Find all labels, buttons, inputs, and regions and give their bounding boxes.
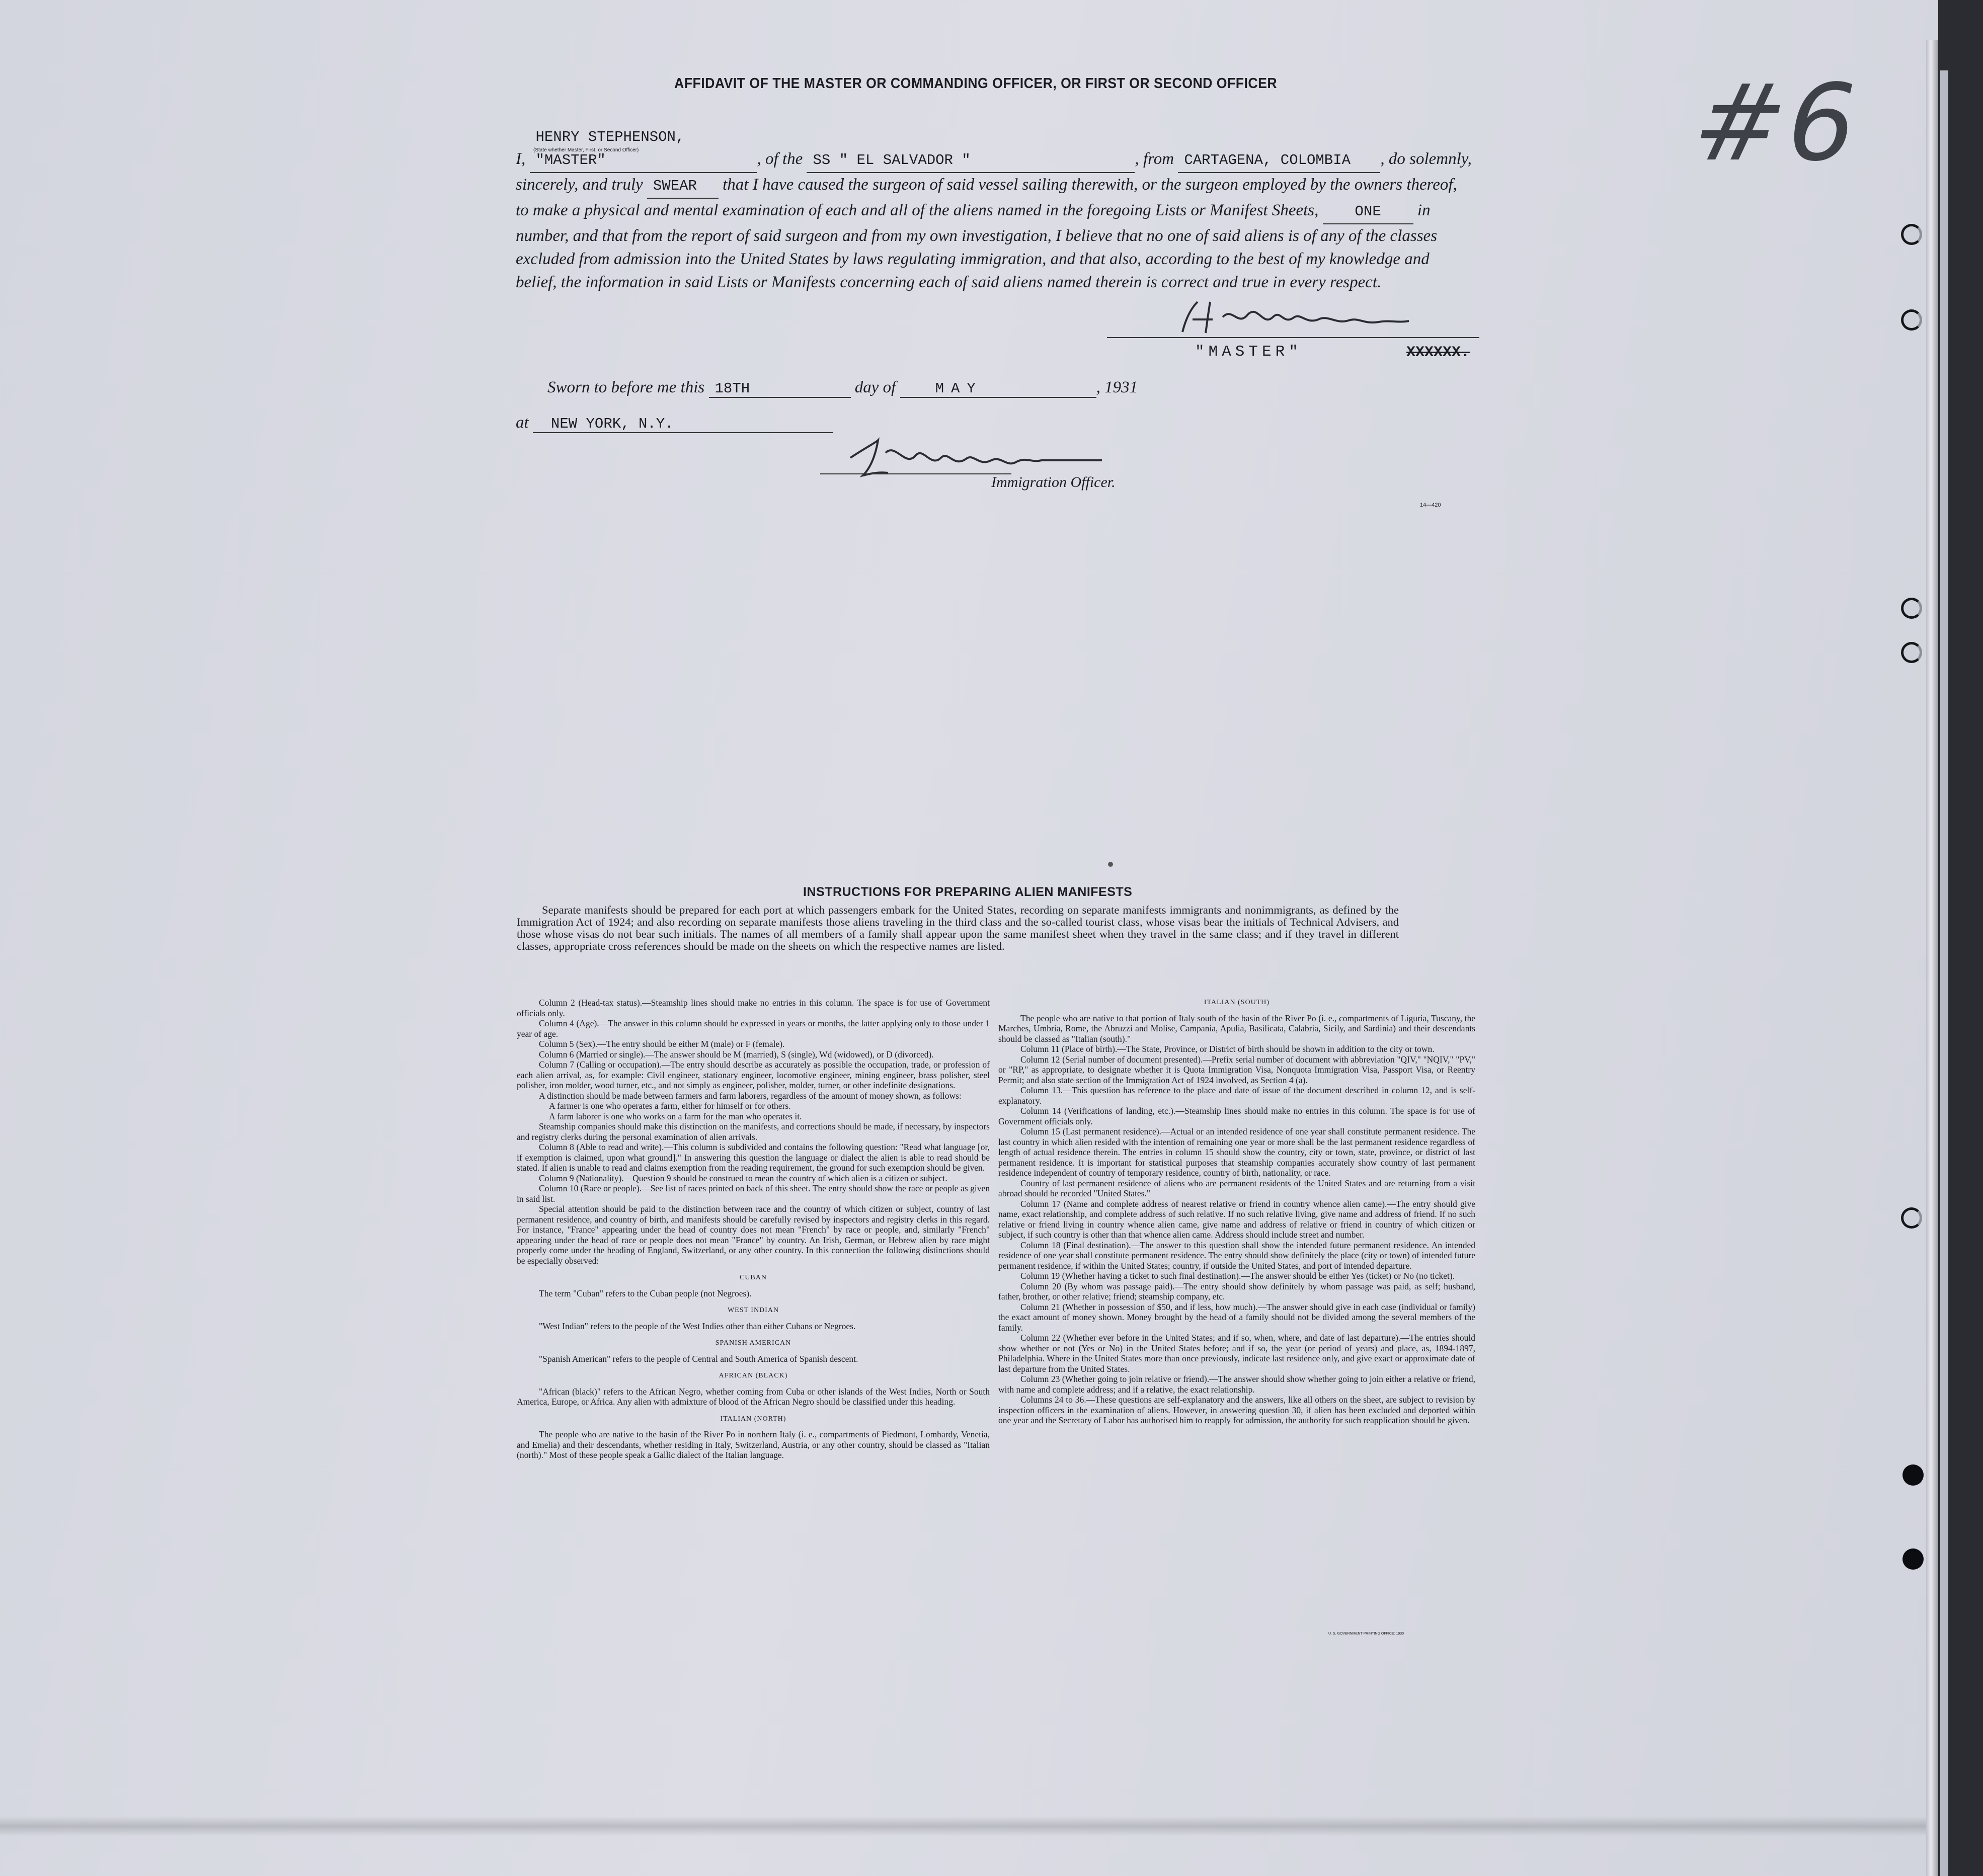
column-23-note: Column 23 (Whether going to join relative or friend).—The answer should show whether going to join either a relative or friend, with name and complete address; and if a relative, the exact relationship. bbox=[998, 1374, 1475, 1395]
binder-hole bbox=[1901, 1207, 1922, 1229]
day-field: 18TH bbox=[709, 380, 851, 398]
spanish-american-definition: "Spanish American" refers to the people of Central and South America of Spanish descent. bbox=[539, 1353, 858, 1364]
binder-hole bbox=[1901, 642, 1922, 663]
struck-title: XXXXXX. bbox=[1406, 344, 1470, 361]
instructions-right-column bbox=[998, 998, 1475, 1426]
column-21-note: Column 21 (Whether in possession of $50, and if less, how much).—The answer should give in each case (individual or family) the exact amount of money shown. Money brought by the head of a family should not be divided among the several members of the family. bbox=[998, 1301, 1475, 1333]
column-20-note: Column 20 (By whom was passage paid).—The entry should show definitely by whom passage was paid, as self; husband, father, brother, or other relative; friend; steamship company, etc. bbox=[998, 1281, 1475, 1301]
column-5-note: Column 5 (Sex).—The entry should be either M (male) or F (female). bbox=[539, 1039, 785, 1049]
bottom-shadow bbox=[0, 1816, 1938, 1836]
column-10-note: Column 10 (Race or people).—See list of races printed on back of this sheet. The entry should show the race or people as given in said list. bbox=[517, 1183, 990, 1204]
instructions-left-column bbox=[517, 998, 990, 1460]
binder-hole bbox=[1901, 598, 1922, 619]
heading-italian-north: ITALIAN (NORTH) bbox=[720, 1415, 786, 1423]
heading-african: AFRICAN (BLACK) bbox=[719, 1372, 788, 1379]
officer-signature bbox=[800, 433, 1172, 478]
column-11-note: Column 11 (Place of birth).—The State, Province, or District of birth should be shown in addition to the city or town. bbox=[1020, 1044, 1435, 1054]
farm-laborer-definition: A farm laborer is one who works on a farm for the man who operates it. bbox=[549, 1111, 802, 1121]
sheet-count-field: ONE bbox=[1323, 200, 1413, 224]
columns-24-36-note: Columns 24 to 36.—These questions are self-explanatory and the answers, like all others on the sheet, are subject to revision by inspection officers in the examination of aliens. However, in answering question 30, if alien has been excluded and deported within one year and the Secretary of Labor has authorised him to reapply for admission, the authority for such reapplication should be given. bbox=[998, 1395, 1475, 1425]
oath-field: SWEAR bbox=[647, 175, 719, 199]
page-stack-edge bbox=[1940, 70, 1948, 1876]
binder-hole bbox=[1901, 224, 1922, 245]
italian-south-definition: The people who are native to that portion of Italy south of the basin of the River Po (i. e., compartments of Liguria, Tuscany, the Marches, Umbria, Rome, the Abruzzi and Molise, Campania, Apulia, Basilicata, Calabria, Sicily, and Sardinia) and their descendants should be classed as "Italian (south)." bbox=[998, 1013, 1475, 1044]
farm-distinction: A distinction should be made between farmers and farm laborers, regardless of the amount of money shown, as follows: bbox=[539, 1090, 962, 1101]
binder-hole bbox=[1902, 1548, 1924, 1570]
ink-speck bbox=[1108, 862, 1113, 867]
signature-scribble bbox=[800, 433, 1172, 480]
signed-title: "MASTER" bbox=[1195, 343, 1302, 361]
affidavit-text: , do bbox=[1380, 150, 1405, 168]
column-4-note: Column 4 (Age).—The answer in this column should be expressed in years or months, the latter applying only to those under 1 year of age. bbox=[517, 1018, 990, 1039]
master-name-field: HENRY STEPHENSON, "MASTER" bbox=[530, 126, 757, 173]
binder-hole bbox=[1901, 309, 1922, 331]
vessel-name-field: SS " EL SALVADOR " bbox=[807, 149, 1135, 173]
sworn-line bbox=[547, 378, 1138, 398]
west-indian-definition: "West Indian" refers to the people of the West Indies other than either Cubans or Negroes. bbox=[539, 1321, 856, 1331]
heading-cuban: CUBAN bbox=[739, 1274, 767, 1281]
column-18-note: Column 18 (Final destination).—The answer to this question shall show the intended future permanent residence. An intended residence of one year shall constitute permanent residence. The entry should show definitely the place (city or town) of intended future permanent residence, if within the United States; country, if outside the United States, and port of intended departure. bbox=[998, 1240, 1475, 1271]
port-field: CARTAGENA, COLOMBIA bbox=[1178, 149, 1380, 173]
column-7-note: Column 7 (Calling or occupation).—The entry should describe as accurately as possible the occupation, trade, or profession of each alien arrival, as, for example: Civil engineer, stationary engineer, locomotive engineer, mining engineer, brass polisher, steel polisher, iron molder, wood turner, etc., and not simply as engineer, polisher, molder, turner, or other indefinite designations. bbox=[517, 1059, 990, 1090]
affidavit-title: AFFIDAVIT OF THE MASTER OR COMMANDING OFFICER, OR FIRST OR SECOND OFFICER bbox=[674, 75, 1278, 92]
affidavit-text: in number, and that from the report of said surgeon and from my own investigation, I believe that no one of said aliens is of any of the classes excluded from admission into the United States by laws regulating immigration, and that also, according to the best of my knowledge and belief, the information in said Lists or Manifests concerning each of said aliens named therein is correct and true in every respect. bbox=[516, 201, 1438, 291]
column-9-note: Column 9 (Nationality).—Question 9 should be construed to mean the country of which alien is a citizen or subject. bbox=[539, 1173, 947, 1183]
officer-title: Immigration Officer. bbox=[991, 474, 1116, 491]
affidavit-text: I, bbox=[516, 150, 526, 168]
place-field: NEW YORK, N.Y. bbox=[533, 416, 833, 433]
column-19-note: Column 19 (Whether having a ticket to such final destination).—The answer should be either Yes (ticket) or No (no ticket). bbox=[1020, 1271, 1455, 1281]
column-17-note: Column 17 (Name and complete address of nearest relative or friend in country whence alien came).—The entry should give name, exact relationship, and complete address of such relative. If no such relative living, give name and address of friend. If no such relative or friend living in country whence alien came, give name and address of relative or friend in country of which citizen or subject, if such country is other than that whence alien came. Address should include street and number. bbox=[998, 1198, 1475, 1240]
officer-rank-note: (State whether Master, First, or Second Officer) bbox=[533, 147, 639, 153]
cuban-definition: The term "Cuban" refers to the Cuban people (not Negroes). bbox=[539, 1288, 752, 1298]
column-2-note: Column 2 (Head-tax status).—Steamship lines should make no entries in this column. The space is for use of Government officials only. bbox=[517, 998, 990, 1018]
place-text: at bbox=[516, 414, 529, 432]
form-number: 14—420 bbox=[1420, 502, 1441, 508]
master-signature bbox=[1107, 297, 1479, 338]
steamship-note: Steamship companies should make this distinction on the manifests, and corrections should be made, if necessary, by inspectors and registry clerks during the personal examination of alien arrivals. bbox=[517, 1121, 990, 1142]
column-15-note: Column 15 (Last permanent residence).—Actual or an intended residence of one year shall constitute permanent residence. The last country in which alien resided with the intention of remaining one year or more shall be the last permanent residence regardless of length of actual residence therein. The entries in column 15 should show the country, city or town, state, province, or district of last permanent residence. It is important for statistical purposes that steamship companies accurately show country of last permanent residence independent of country of temporary residence, country of birth, nationality, or race. bbox=[998, 1126, 1475, 1178]
column-13-note: Column 13.—This question has reference to the place and date of issue of the document described in column 12, and is self-explanatory. bbox=[998, 1085, 1475, 1106]
affidavit-text: , of the bbox=[757, 150, 803, 168]
month-field: MAY bbox=[900, 380, 1096, 398]
page-number-mark: #6 bbox=[1683, 61, 1873, 185]
african-definition: "African (black)" refers to the African Negro, whether coming from Cuba or other islands of the West Indies, North or South America, Europe, or Africa. Any alien with admixture of blood of the African Negro should be classified under this heading. bbox=[517, 1386, 990, 1407]
heading-west-indian: WEST INDIAN bbox=[727, 1307, 779, 1314]
affidavit-paragraph bbox=[516, 126, 1472, 294]
binder-hole bbox=[1902, 1464, 1924, 1486]
special-attention-note: Special attention should be paid to the distinction between race and the country of which citizen or subject, country of last permanent residence, and country of birth, and manifests should be carefully revised by inspectors and registry clerks in this regard. For instance, "France" appearing under the head of country does not mean "French" by race or people, and, similarly "French" appearing under the head of race or people does not mean "France" by country. An Irish, German, or Hebrew alien by race might properly come under the heading of England, Switzerland, or any other country. In this connection the following distinctions should be especially observed: bbox=[517, 1204, 990, 1266]
affidavit-text: , from bbox=[1135, 150, 1174, 168]
column-14-note: Column 14 (Verifications of landing, etc.).—Steamship lines should make no entries in this column. The space is for use of Government officials only. bbox=[998, 1106, 1475, 1126]
instructions-title: INSTRUCTIONS FOR PREPARING ALIEN MANIFESTS bbox=[803, 885, 1133, 899]
heading-italian-south: ITALIAN (SOUTH) bbox=[1204, 999, 1270, 1006]
instructions-intro: Separate manifests should be prepared for each port at which passengers embark for the United States, recording on separate manifests immigrants and nonimmigrants, as defined by the Immigration Act of 1924; and also recording on separate manifests those aliens traveling in the third class and the so-called tourist class, whose visas bear the initials of Technical Advisers, and those whose visas do not bear such initials. The names of all members of a family shall appear upon the same manifest sheet when they travel in the same class; and if they travel in different classes, appropriate cross references should be made on the sheets on which the respective names are listed. bbox=[517, 904, 1399, 952]
affidavit-text: that I have caused the surgeon of said vessel sailing therewith, or the surgeon employed by the owners thereof, to make a physical and mental examination of each and all of the aliens named in the foregoing Lists or Manifest Sheets, bbox=[516, 176, 1457, 219]
place-line bbox=[516, 414, 833, 433]
column-6-note: Column 6 (Married or single).—The answer should be M (married), S (single), Wd (widowed), or D (divorced). bbox=[539, 1049, 934, 1059]
italian-north-definition: The people who are native to the basin of the River Po in northern Italy (i. e., compartments of Piedmont, Lombardy, Venetia, and Emelia) and their descendants, whether residing in Italy, Switzerland, Austria, or any other country, should be classed as "Italian (north)." Most of these people speak a Gallic dialect of the Italian language. bbox=[517, 1429, 990, 1460]
sworn-text: Sworn to before me this bbox=[547, 378, 705, 396]
column-22-note: Column 22 (Whether ever before in the United States; and if so, when, where, and date of last departure).—The entries should show whether or not (Yes or No) in the United States before; and if so, the year (or period of years) and place, as, 1894-1897, Philadelphia. Where in the United States more than once previously, indicate last residence only, and give exact or approximate date of last departure from the United States. bbox=[998, 1333, 1475, 1374]
heading-spanish-american: SPANISH AMERICAN bbox=[715, 1339, 791, 1347]
country-residence-note: Country of last permanent residence of aliens who are permanent residents of the United States and are returning from a visit abroad should be recorded "United States." bbox=[998, 1178, 1475, 1198]
sworn-text: day of bbox=[854, 378, 896, 396]
column-12-note: Column 12 (Serial number of document presented).—Prefix serial number of document with abbreviation "QIV," "NQIV," "PV," or "RP," as appropriate, to designate whether it is Quota Immigration Visa, Nonquota Immigration Visa, Passport Visa, or Reentry Permit; and also state section of the Immigration Act of 1924 involved, as Section 4 (a). bbox=[998, 1054, 1475, 1085]
column-8-note: Column 8 (Able to read and write).—This column is subdivided and contains the following question: "Read what language [or, if exemption is claimed, upon what ground]." In answering this question the language or dialect the alien is able to read should be stated. If alien is unable to read and claims exemption from the reading requirement, the ground for such exemption should be given. bbox=[517, 1142, 990, 1173]
affidavit-text: solemnly, sincerely, and truly bbox=[516, 150, 1472, 194]
year-text: , 1931 bbox=[1096, 378, 1138, 396]
farmer-definition: A farmer is one who operates a farm, either for himself or for others. bbox=[549, 1101, 791, 1111]
page-edge bbox=[1926, 40, 1938, 1876]
signature-scribble bbox=[1107, 297, 1479, 340]
printer-imprint: U. S. GOVERNMENT PRINTING OFFICE: 1930 bbox=[1328, 1632, 1404, 1636]
